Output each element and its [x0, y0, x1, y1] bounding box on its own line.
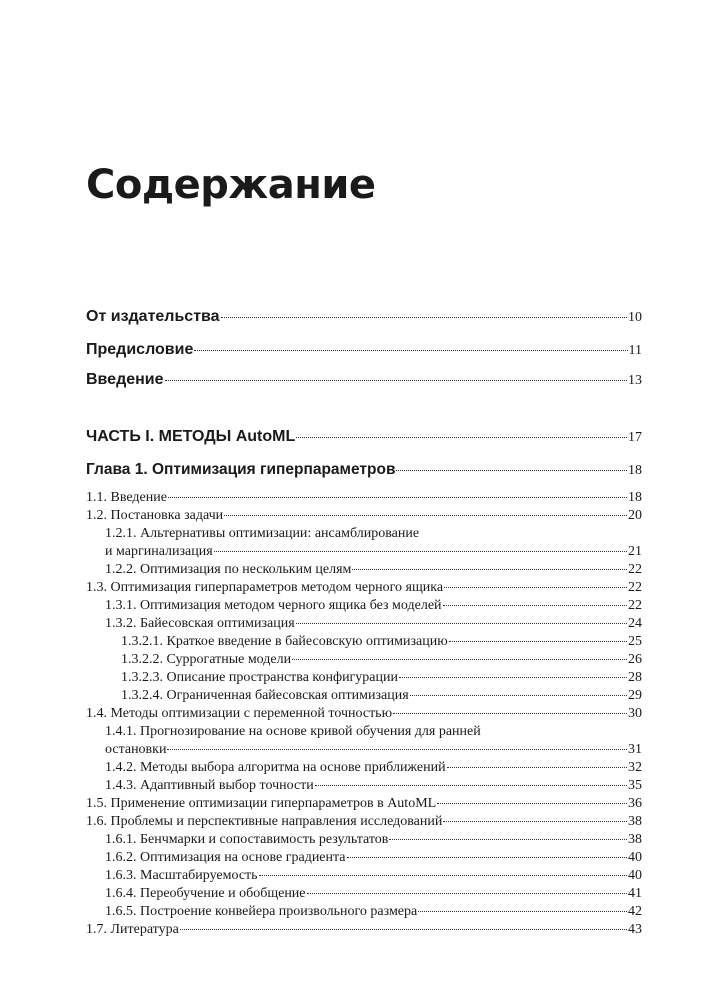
dot-leader [418, 911, 627, 912]
dot-leader [168, 497, 627, 498]
toc-entry-text: остановки [105, 742, 167, 757]
toc-entry[interactable] [0, 634, 703, 650]
toc-entry[interactable] [0, 742, 703, 758]
toc-entry-text: 1.6.1. Бенчмарки и сопоставимость результатов [105, 832, 389, 847]
toc-entry-text: 1.2. Постановка задачи [86, 508, 224, 523]
toc-entry[interactable] [0, 706, 703, 722]
toc-page-number: 18 [628, 490, 642, 505]
toc-entry-text: 1.4.3. Адаптивный выбор точности [105, 778, 314, 793]
dot-leader [167, 749, 627, 750]
dot-leader [399, 677, 627, 678]
toc-entry-text: 1.4.2. Методы выбора алгоритма на основе приближений [105, 760, 446, 775]
toc-page-number: 31 [628, 742, 642, 757]
toc-page-number: 43 [628, 922, 642, 937]
toc-entry[interactable] [0, 688, 703, 704]
toc-entry[interactable] [0, 616, 703, 632]
toc-entry-text: Предисловие [86, 341, 194, 358]
toc-page-number: 22 [628, 598, 642, 613]
toc-page-number: 36 [628, 796, 642, 811]
toc-entry-text: 1.3.2.1. Краткое введение в байесовскую оптимизацию [121, 634, 448, 649]
dot-leader [307, 893, 627, 894]
toc-page-number: 40 [628, 868, 642, 883]
toc-page-number: 18 [628, 463, 642, 478]
toc-entry[interactable] [0, 796, 703, 812]
toc-entry-text: ЧАСТЬ I. МЕТОДЫ AutoML [86, 428, 296, 445]
toc-entry-text: 1.5. Применение оптимизации гиперпараметров в AutoML [86, 796, 437, 811]
toc-entry[interactable] [0, 670, 703, 686]
toc-entry-text: 1.4. Методы оптимизации с переменной точностью [86, 706, 393, 721]
toc-page-number: 28 [628, 670, 642, 685]
toc-page-number: 38 [628, 814, 642, 829]
toc-page-number: 24 [628, 616, 642, 631]
toc-entry[interactable] [0, 832, 703, 848]
toc-page-number: 42 [628, 904, 642, 919]
toc-entry-preface[interactable] [0, 341, 703, 359]
toc-entry[interactable] [0, 544, 703, 560]
toc-page-number: 21 [628, 544, 642, 559]
toc-entry[interactable] [0, 598, 703, 614]
toc-page-number: 30 [628, 706, 642, 721]
dot-leader [347, 857, 627, 858]
toc-entry-text: 1.3. Оптимизация гиперпараметров методом черного ящика [86, 580, 444, 595]
toc-entry-text: и маргинализация [105, 544, 213, 559]
toc-entry-text: 1.6.3. Масштабируемость [105, 868, 258, 883]
toc-page-number: 25 [628, 634, 642, 649]
toc-entry[interactable] [0, 760, 703, 776]
dot-leader [165, 380, 627, 381]
toc-entry[interactable] [0, 652, 703, 668]
dot-leader [296, 437, 627, 438]
toc-entry-chapter-1[interactable] [0, 461, 703, 479]
toc-entry-text: 1.6.4. Переобучение и обобщение [105, 886, 306, 901]
dot-leader [292, 659, 627, 660]
toc-entry-first-line[interactable]: 1.4.1. Прогнозирование на основе кривой обучения для ранней [105, 724, 481, 739]
dot-leader [389, 839, 627, 840]
dot-leader [396, 470, 627, 471]
dot-leader [443, 605, 627, 606]
toc-entry-text: 1.3.2.2. Суррогатные модели [121, 652, 292, 667]
toc-entry-text: Введение [86, 371, 164, 388]
toc-entry[interactable] [0, 922, 703, 938]
toc-entry-text: 1.3.2. Байесовская оптимизация [105, 616, 295, 631]
toc-page-number: 26 [628, 652, 642, 667]
toc-entry-text: 1.7. Литература [86, 922, 179, 937]
toc-entry[interactable] [0, 868, 703, 884]
toc-entry[interactable] [0, 508, 703, 524]
dot-leader [437, 803, 627, 804]
toc-page-number: 35 [628, 778, 642, 793]
dot-leader [447, 767, 627, 768]
dot-leader [221, 317, 627, 318]
dot-leader [315, 785, 627, 786]
dot-leader [214, 551, 627, 552]
toc-page-number: 41 [628, 886, 642, 901]
toc-entry-text: 1.1. Введение [86, 490, 167, 505]
toc-entry-first-line[interactable]: 1.2.1. Альтернативы оптимизации: ансамблирование [105, 526, 420, 541]
dot-leader [449, 641, 627, 642]
toc-entry[interactable] [0, 886, 703, 902]
dot-leader [296, 623, 627, 624]
toc-page-number: 20 [628, 508, 642, 523]
toc-entry-text: 1.3.2.3. Описание пространства конфигурации [121, 670, 398, 685]
toc-entry-text: 1.6.5. Построение конвейера произвольного размера [105, 904, 418, 919]
toc-entry[interactable] [0, 904, 703, 920]
toc-entry-text: 1.6.2. Оптимизация на основе градиента [105, 850, 346, 865]
dot-leader [224, 515, 627, 516]
toc-entry-part-1[interactable] [0, 428, 703, 446]
toc-entry-text: Глава 1. Оптимизация гиперпараметров [86, 461, 396, 478]
toc-entry[interactable] [0, 778, 703, 794]
toc-page-number: 11 [628, 343, 642, 358]
toc-entry-text: От издательства [86, 308, 220, 325]
toc-page-number: 32 [628, 760, 642, 775]
toc-entry[interactable] [0, 490, 703, 506]
dot-leader [194, 350, 627, 351]
toc-page-number: 10 [628, 310, 642, 325]
toc-entry-text: 1.2.2. Оптимизация по нескольким целям [105, 562, 352, 577]
toc-entry[interactable] [0, 850, 703, 866]
toc-entry-introduction[interactable] [0, 371, 703, 389]
dot-leader [352, 569, 627, 570]
dot-leader [259, 875, 627, 876]
dot-leader [393, 713, 627, 714]
page-title: Содержание [86, 162, 376, 208]
toc-entry-text: 1.3.1. Оптимизация методом черного ящика без моделей [105, 598, 442, 613]
toc-page-number: 29 [628, 688, 642, 703]
toc-page-number: 22 [628, 580, 642, 595]
toc-page-number: 38 [628, 832, 642, 847]
toc-entry-text: 1.6. Проблемы и перспективные направления исследований [86, 814, 443, 829]
toc-entry[interactable] [0, 814, 703, 830]
toc-entry-text: 1.3.2.4. Ограниченная байесовская оптимизация [121, 688, 409, 703]
toc-page-number: 22 [628, 562, 642, 577]
dot-leader [443, 821, 627, 822]
toc-page-number: 17 [628, 430, 642, 445]
dot-leader [410, 695, 627, 696]
toc-entry[interactable] [0, 580, 703, 596]
dot-leader [180, 929, 627, 930]
toc-page-number: 40 [628, 850, 642, 865]
dot-leader [444, 587, 627, 588]
toc-entry-publisher[interactable] [0, 308, 703, 326]
toc-page-number: 13 [628, 373, 642, 388]
toc-entry[interactable] [0, 562, 703, 578]
